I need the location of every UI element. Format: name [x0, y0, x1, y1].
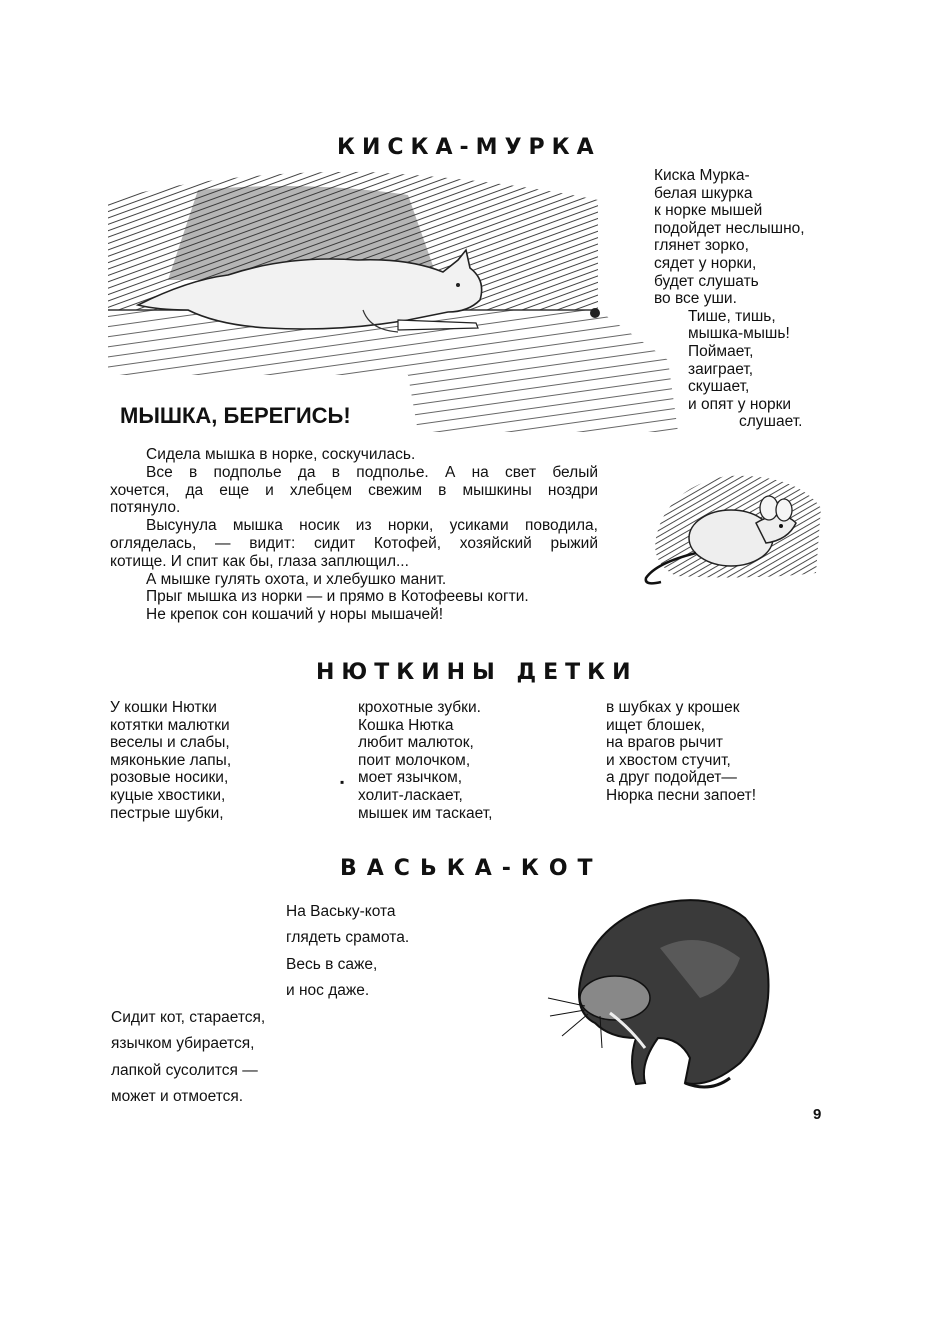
- poem-line: а друг подойдет—: [606, 769, 737, 787]
- story-line: потянуло.: [110, 499, 181, 517]
- poem-line: Тише, тишь,: [688, 307, 776, 325]
- poem-line: белая шкурка: [654, 184, 753, 202]
- story-line: хочется, да еще и хлебцем свежим в мышкины ноздри: [110, 481, 598, 499]
- poem-line: в шубках у крошек: [606, 699, 740, 716]
- poem-line: Поймает,: [688, 342, 754, 360]
- page-number: 9: [813, 1106, 822, 1123]
- story-line: котище. И спит как бы, глаза заплющил...: [110, 552, 409, 570]
- story-line: огляделась, — видит: сидит Котофей, хозяйский рыжий: [110, 534, 598, 552]
- poem-line: во все уши.: [654, 290, 737, 308]
- story-line: Не крепок сон кошачий у норы мышачей!: [146, 606, 444, 624]
- poem-line: к норке мышей: [654, 202, 763, 220]
- poem-kiska-murka: [654, 167, 805, 431]
- poem-line: котятки малютки: [110, 716, 230, 734]
- poem-line: и нос даже.: [286, 981, 370, 999]
- poem-line: Весь в саже,: [286, 955, 378, 973]
- poem-line: заиграет,: [688, 360, 754, 378]
- poem-line: Нюрка песни запоет!: [606, 786, 757, 804]
- poem-line: На Ваську-кота: [286, 903, 396, 920]
- poem-title-kiska-murka: КИСКА-МУРКА: [337, 135, 601, 160]
- poem-line: куцые хвостики,: [110, 786, 226, 804]
- story-line: Прыг мышка из норки — и прямо в Котофеевы когти.: [146, 588, 529, 606]
- poem-line: лапкой сусолится —: [111, 1061, 258, 1079]
- poem-line: сядет у норки,: [654, 254, 757, 272]
- poem-line: слушает.: [739, 413, 803, 431]
- story-line: Сидела мышка в норке, соскучилась.: [146, 446, 416, 463]
- poem-line: скушает,: [688, 378, 750, 396]
- poem-line: язычком убирается,: [111, 1035, 255, 1053]
- mouse-illustration: [636, 468, 826, 590]
- poem-nyutka-column-1: [110, 699, 231, 822]
- poem-line: подойдет неслышно,: [654, 219, 805, 237]
- story-line: Высунула мышка носик из норки, усиками поводила,: [146, 517, 598, 535]
- poem-line: глянет зорко,: [654, 237, 749, 255]
- poem-line: Кошка Нютка: [358, 716, 454, 734]
- story-myshka-beregis: [110, 446, 598, 624]
- poem-nyutka-column-2: [358, 699, 492, 822]
- poem-line: глядеть срамота.: [286, 929, 410, 947]
- poem-vaska-stanza-2: [111, 1005, 265, 1110]
- poem-line: Сидит кот, старается,: [111, 1009, 266, 1026]
- poem-line: мышек им таскает,: [358, 804, 493, 822]
- poem-line: моет язычком,: [358, 769, 463, 787]
- cat-on-floor-illustration: [108, 160, 680, 432]
- story-line: А мышке гулять охота, и хлебушко манит.: [146, 570, 447, 588]
- poem-line: и хвостом стучит,: [606, 751, 731, 769]
- poem-vaska-stanza-1: [286, 899, 409, 1004]
- poem-line: веселы и слабы,: [110, 734, 230, 752]
- poem-title-nyutkiny-detki: НЮТКИНЫ ДЕТКИ: [316, 660, 638, 685]
- poem-line: крохотные зубки.: [358, 699, 481, 716]
- poem-line: розовые носики,: [110, 769, 229, 787]
- poem-title-vaska-kot: ВАСЬКА-КОТ: [340, 856, 603, 881]
- poem-line: мышка-мышь!: [688, 325, 790, 343]
- poem-line: пестрые шубки,: [110, 804, 224, 822]
- poem-line: будет слушать: [654, 272, 759, 290]
- poem-line: любит малюток,: [358, 734, 474, 752]
- poem-line: мяконькие лапы,: [110, 751, 232, 769]
- washing-cat-illustration: [540, 888, 780, 1103]
- poem-line: поит молочком,: [358, 751, 471, 769]
- stray-mark: ▪: [340, 775, 345, 789]
- poem-line: может и отмоется.: [111, 1087, 244, 1105]
- poem-line: Киска Мурка-: [654, 167, 750, 184]
- story-title-myshka: МЫШКА, БЕРЕГИСЬ!: [120, 403, 351, 428]
- poem-line: ищет блошек,: [606, 716, 705, 734]
- poem-nyutka-column-3: [606, 699, 756, 805]
- poem-line: У кошки Нютки: [110, 699, 217, 716]
- story-line: Все в подполье да в подполье. А на свет белый: [146, 463, 598, 481]
- poem-line: и опят у норки: [688, 395, 792, 413]
- poem-line: холит-ласкает,: [358, 786, 463, 804]
- poem-line: на врагов рычит: [606, 734, 724, 752]
